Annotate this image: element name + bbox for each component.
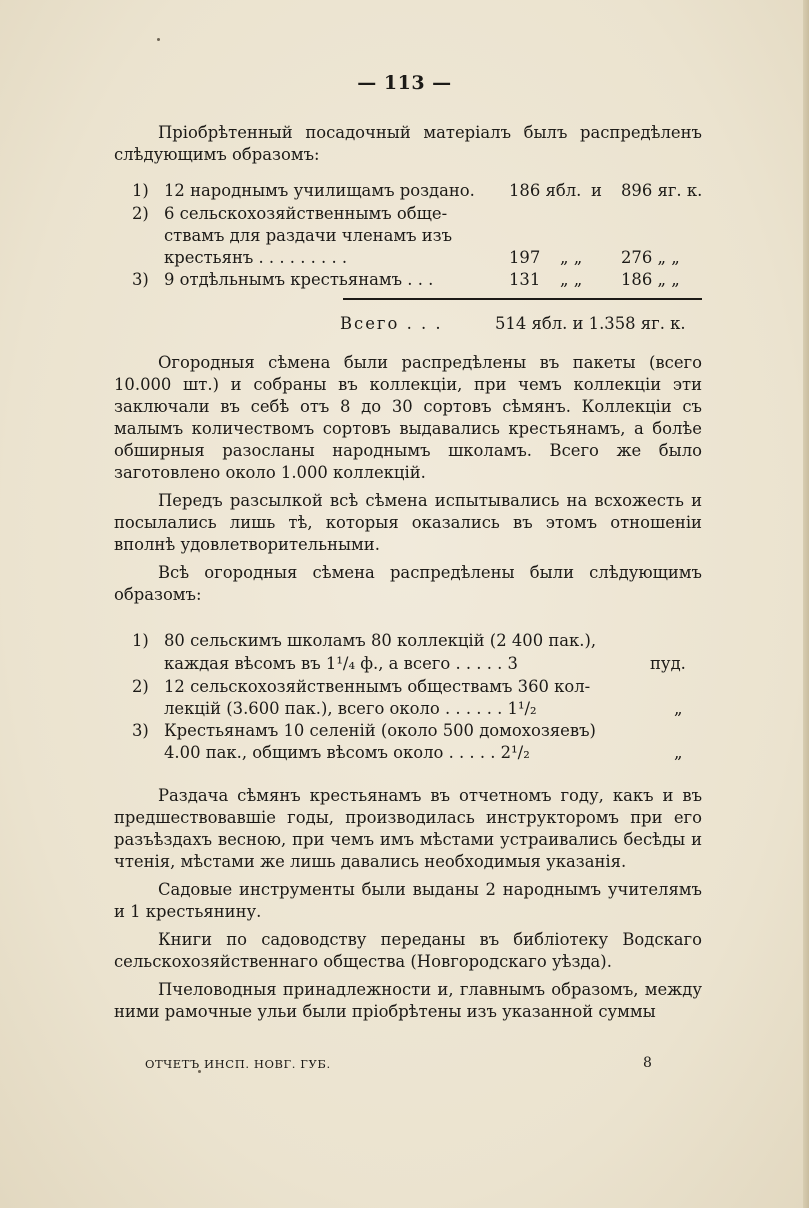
page-edge [803,0,809,1208]
row-description: ствамъ для раздачи членамъ изъ [164,226,453,245]
paragraph: Всѣ огородныя сѣмена распредѣлены были слѣдующимъ образомъ: [114,563,702,604]
row-joiner: „ „ [560,248,583,267]
paper-speck [157,38,160,41]
item-unit: пуд. [650,654,686,673]
row-description: 12 народнымъ училищамъ роздано. [164,181,475,200]
apples-value: 197 [509,248,541,267]
paragraph: Книги по садоводству переданы въ библіотеку Водскаго сельскохозяйственнаго общества (Новгородскаго уѣзда). [114,930,702,971]
item-text: 4.00 пак., общимъ вѣсомъ около . . . . . 2¹/₂ [164,743,530,762]
row-description: крестьянъ . . . . . . . . . [164,248,348,267]
row-joiner: и [591,181,602,200]
row-number: 2) [132,204,149,223]
paragraph: Огородныя сѣмена были распредѣлены въ пакеты (всего 10.000 шт.) и собраны въ коллекціи, при чемъ коллекціи эти заключали въ себѣ отъ 8 до 30 сортовъ сѣмянъ. Коллекціи съ малымъ количествомъ сортовъ выдавались крестьянамъ, а болѣе обширныя разосланы народнымъ школамъ. Всего же было заготовлено около 1.000 коллекцій. [114,353,702,482]
berries-value: 186 „ „ [621,270,680,289]
paragraph: Пріобрѣтенный посадочный матеріалъ былъ распредѣленъ слѣдующимъ образомъ: [114,123,702,164]
total-value: 514 ябл. и 1.358 яг. к. [495,314,686,333]
item-text: каждая вѣсомъ въ 1¹/₄ ф., а всего . . . . . 3 [164,654,518,673]
total-label: Всего . . . [340,314,443,333]
body-text-block [114,785,702,1023]
item-text: 12 сельскохозяйственнымъ обществамъ 360 кол- [164,677,591,696]
row-number: 1) [132,181,149,200]
footer-signature-number: 8 [643,1055,652,1071]
berries-value: 276 „ „ [621,248,680,267]
item-text: Крестьянамъ 10 селеній (около 500 домохозяевъ) [164,721,596,740]
footer-signature: ОТЧЕТЪ ИНСП. НОВГ. ГУБ. [145,1057,331,1071]
apples-value: 131 [509,270,541,289]
row-number: 3) [132,270,149,289]
intro-paragraph [114,122,702,166]
item-number: 3) [132,721,149,740]
sum-rule [343,298,702,300]
page-number: — 113 — [357,72,452,94]
item-text: 80 сельскимъ школамъ 80 коллекцій (2 400 пак.), [164,631,597,650]
apples-value: 186 ябл. [509,181,582,200]
item-number: 1) [132,631,149,650]
paragraph: Пчеловодныя принадлежности и, главнымъ образомъ, между ними рамочные ульи были пріобрѣтены изъ указанной суммы [114,980,702,1021]
berries-value: 896 яг. к. [621,181,703,200]
item-number: 2) [132,677,149,696]
row-description: 6 сельскохозяйственнымъ обще- [164,204,448,223]
item-unit: „ [674,699,683,718]
paragraph: Раздача сѣмянъ крестьянамъ въ отчетномъ году, какъ и въ предшествовавшіе годы, производилась инструкторомъ при его разъѣздахъ весною, при чемъ имъ мѣстами устраивались бесѣды и чтенія, мѣстами же лишь давались необходимыя указанія. [114,786,702,871]
paragraph: Передъ разсылкой всѣ сѣмена испытывались на всхожесть и посылались лишь тѣ, которыя оказались въ этомъ отношеніи вполнѣ удовлетворительными. [114,491,702,554]
row-joiner: „ „ [560,270,583,289]
body-text-block [114,352,702,606]
item-text: лекцій (3.600 пак.), всего около . . . . . . 1¹/₂ [164,699,537,718]
row-description: 9 отдѣльнымъ крестьянамъ . . . [164,270,434,289]
item-unit: „ [674,743,683,762]
paragraph: Садовые инструменты были выданы 2 народнымъ учителямъ и 1 крестьянину. [114,880,702,921]
